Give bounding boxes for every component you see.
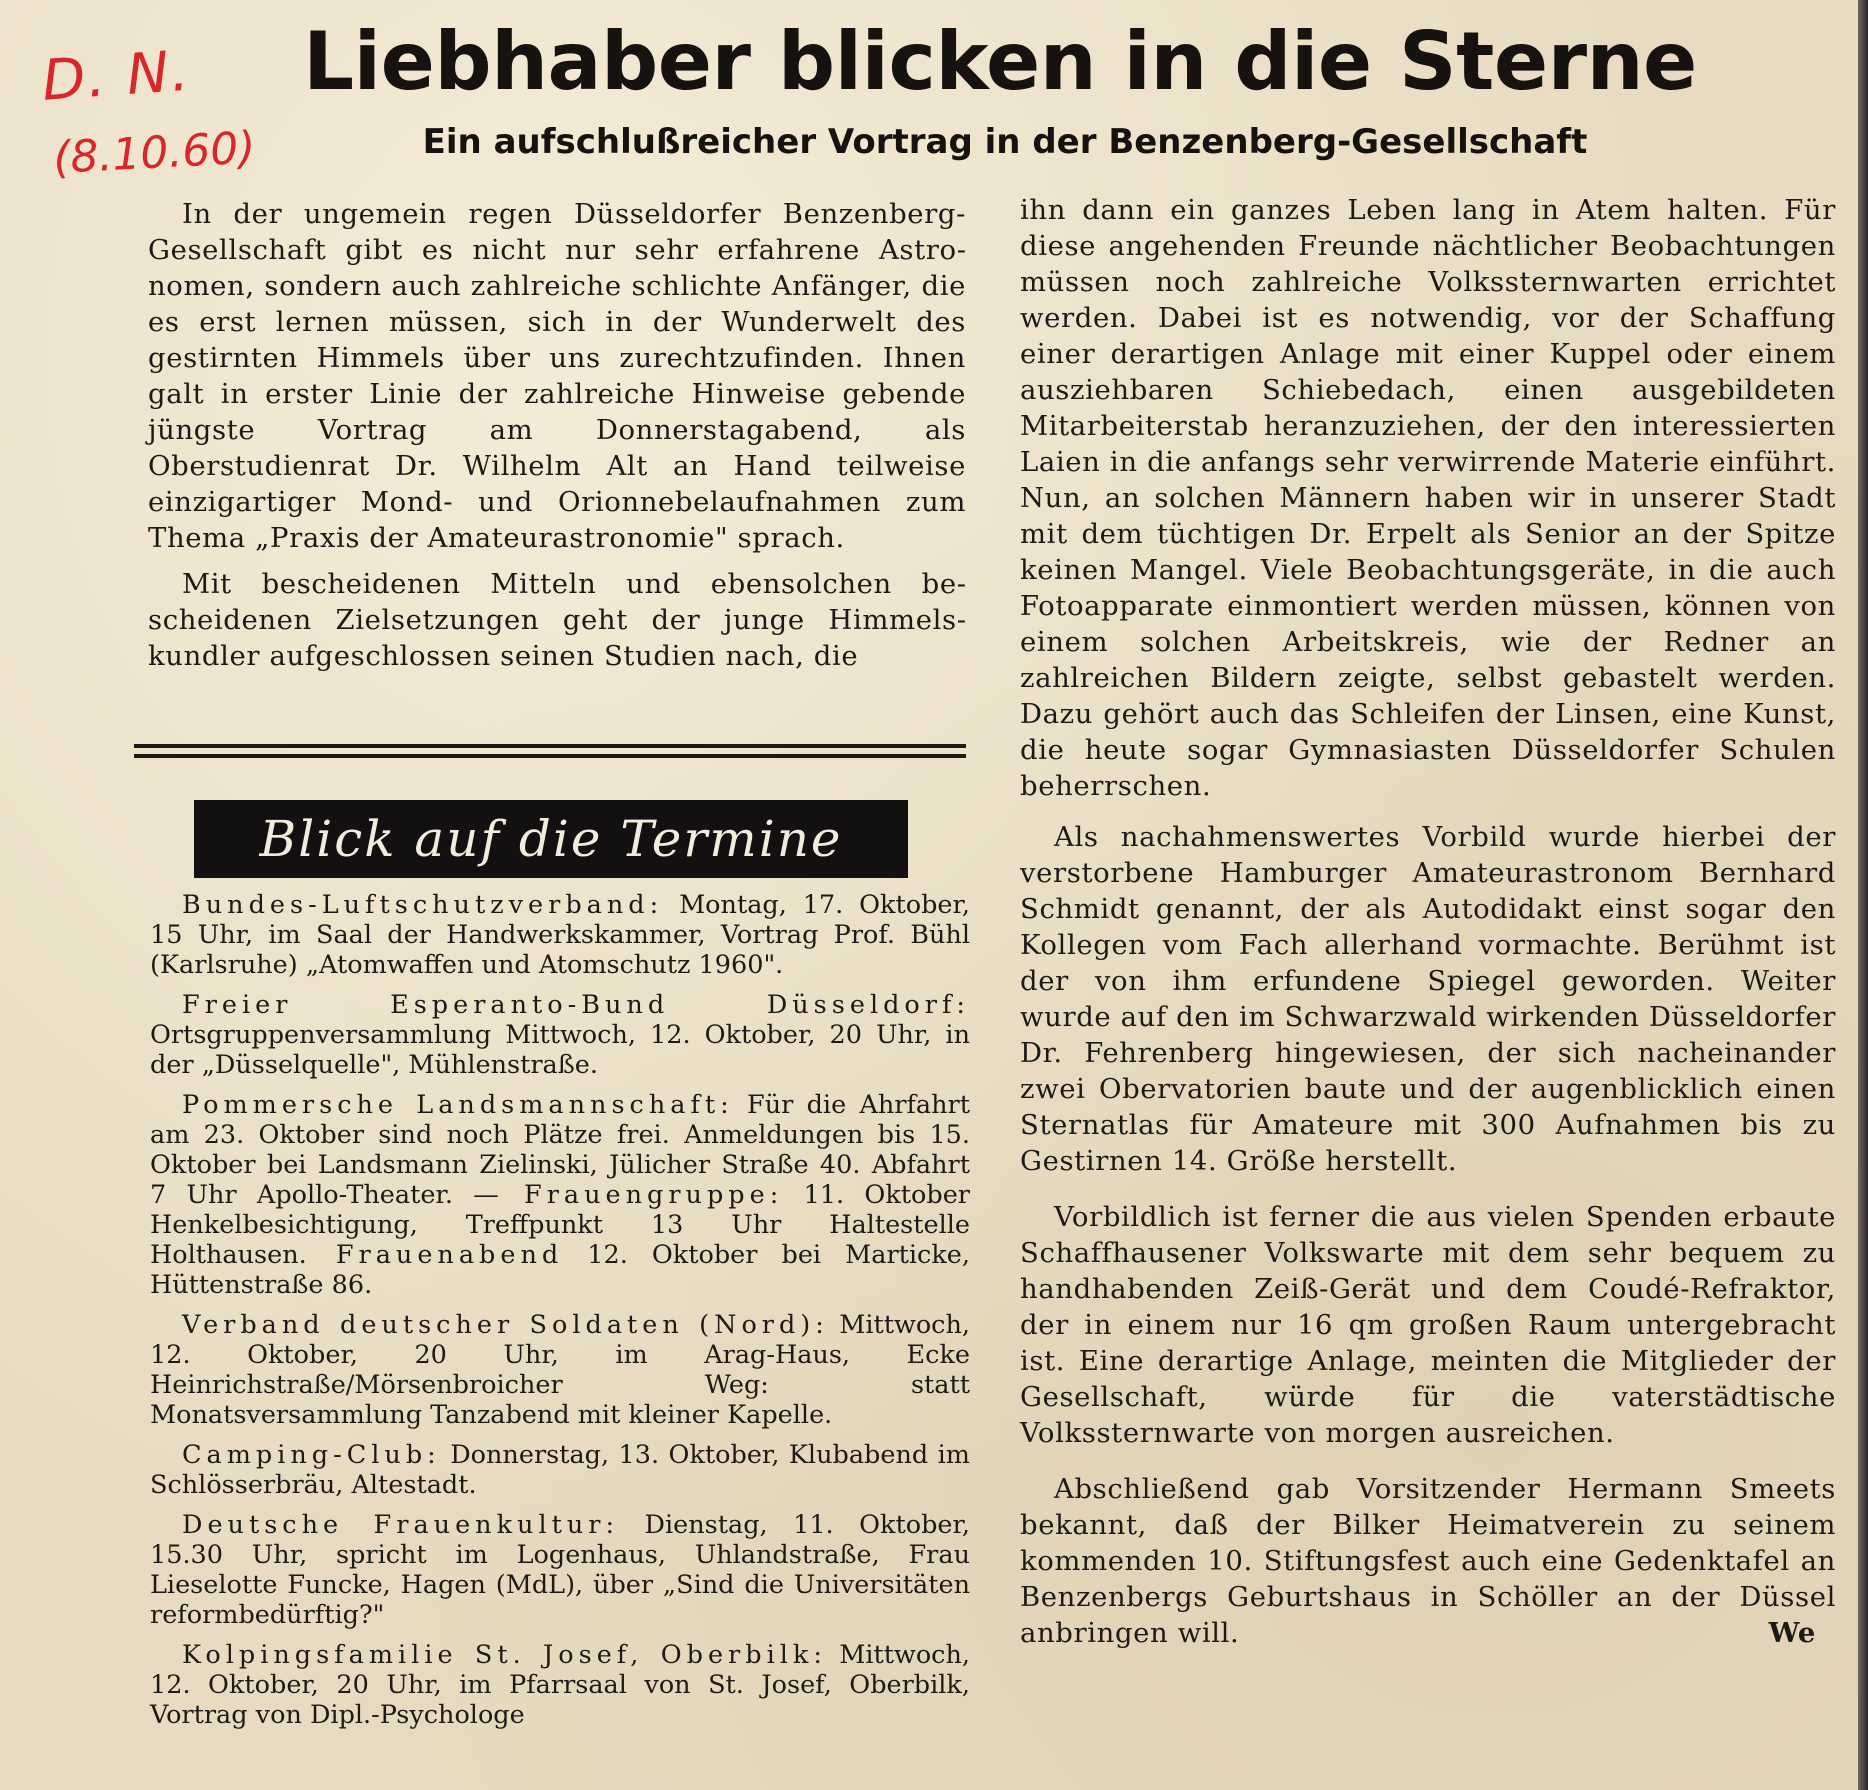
termine-entry	[150, 1510, 970, 1630]
article-paragraph: Mit bescheidenen Mitteln und ebensolchen bescheidenen Zielsetzungen geht der junge Himmelskundler aufgeschlossen seinen Studien nach, die	[148, 568, 966, 672]
article-paragraph: Als nachahmenswertes Vorbild wurde hierbei der verstorbene Hamburger Amateurastronom Bernhard Schmidt genannt, der als Autodidakt einst sogar den Kollegen vom Fach allerhand vormachte. Berühmt ist der von ihm erfundene Spiegel geworden. Weiter wurde auf den im Schwarzwald wirkenden Düsseldorfer Dr. Fehrenberg hingewiesen, der sich nacheinander zwei Obervatorien baute und der augenblicklich einen Sternatlas für Amateure mit 300 Aufnahmen bis zu Gestirnen 14. Größe herstellt.	[1020, 821, 1836, 1177]
article-left-column	[148, 196, 966, 684]
termine-org: Bundes-Luftschutzverband:	[182, 890, 664, 920]
article-paragraph: ihn dann ein ganzes Leben lang in Atem halten. Für diese angehenden Freunde nächtlicher Beobachtungen müssen noch zahlreiche Volkssternwarten errichtet werden. Dabei ist es notwendig, vor der Schaffung einer derartigen Anlage mit einer Kuppel oder einem ausziehbaren Schiebedach, einen ausgebildeten Mitarbeiterstab heranzuziehen, der den interessierten Laien in die anfangs sehr verwirrende Materie einführt. Nun, an solchen Männern haben wir in unserer Stadt mit dem tüchtigen Dr. Erpelt als Senior an der Spitze keinen Mangel. Viele Beobachtungsgeräte, in die auch Fotoapparate einmontiert werden müssen, können von einem solchen Arbeitskreis, wie der Redner an zahlreichen Bildern zeigte, selbst gebastelt werden. Dazu gehört auch das Schleifen der Linsen, eine Kunst, die heute sogar Gymnasiasten Düsseldorfer Schulen beherrschen.	[1020, 194, 1836, 802]
termine-text: Mittwoch, 12. Oktober, 20 Uhr, im Arag-Haus, Ecke Heinrichstraße/Mörsenbroicher Weg: statt Monatsversammlung Tanzabend mit kleiner Kapelle.	[150, 1310, 970, 1430]
termine-text: 11. Oktober Henkelbesichtigung, Treffpunkt 13 Uhr Haltestelle Holthausen.	[150, 1180, 970, 1270]
author-signature: We	[1768, 1617, 1816, 1649]
termine-entry	[150, 1090, 970, 1300]
termine-org: Camping-Club:	[182, 1440, 441, 1470]
handwritten-source: D. N.	[40, 38, 193, 114]
termine-org: Pommersche Landsmannschaft:	[182, 1090, 734, 1120]
scan-edge	[1858, 0, 1868, 1790]
article-subheadline: Ein aufschlußreicher Vortrag in der Benzenberg-Gesellschaft	[422, 122, 1588, 162]
handwritten-date: (8.10.60)	[52, 122, 257, 185]
termine-text: 12. Oktober bei Marticke, Hüttenstraße 86.	[150, 1240, 970, 1300]
article-headline: Liebhaber blicken in die Sterne	[303, 15, 1697, 108]
termine-text: Mittwoch, 12. Oktober, 20 Uhr, im Pfarrsaal von St. Josef, Oberbilk, Vortrag von Dipl.-Psychologe	[150, 1640, 970, 1730]
termine-org: Freier Esperanto-Bund Düsseldorf:	[182, 990, 970, 1020]
termine-text: Dienstag, 11. Oktober, 15.30 Uhr, spricht im Logenhaus, Uhlandstraße, Frau Lieselotte Funcke, Hagen (MdL), über „Sind die Universitäten reformbedürftig?"	[150, 1510, 970, 1630]
termine-entry	[150, 1310, 970, 1430]
termine-org: Frauengruppe:	[498, 1180, 784, 1210]
termine-entry	[150, 1640, 970, 1730]
article-paragraph	[1020, 1471, 1836, 1651]
termine-entry	[150, 990, 970, 1080]
termine-text: Für die Ahrfahrt am 23. Oktober sind noch Plätze frei. Anmeldungen bis 15. Oktober bei Landsmann Zielinski, Jülicher Straße 40. Abfahrt 7 Uhr Apollo-Theater. —	[150, 1090, 970, 1210]
termine-list	[150, 890, 970, 1740]
termine-entry	[150, 1440, 970, 1500]
article-paragraph-text: Abschließend gab Vorsitzender Hermann Smeets bekannt, daß der Bilker Heimatverein zu seinem kommenden 10. Stiftungsfest auch eine Gedenktafel an Benzenbergs Geburtshaus in Schöller an der Düssel anbringen will.	[1020, 1473, 1836, 1649]
article-paragraph: In der ungemein regen Düsseldorfer Benzenberg-Gesellschaft gibt es nicht nur sehr erfahrene Astronomen, sondern auch zahlreiche schlichte Anfänger, die es erst lernen müssen, sich in der Wunderwelt des gestirnten Himmels über uns zurechtzufinden. Ihnen galt in erster Linie der zahlreiche Hinweise gebende jüngste Vortrag am Donnerstagabend, als Oberstudienrat Dr. Wilhelm Alt an Hand teilweise einzigartiger Mond- und Orionnebelaufnahmen zum Thema „Praxis der Amateurastronomie" sprach.	[148, 198, 966, 554]
article-paragraph: Vorbildlich ist ferner die aus vielen Spenden erbaute Schaffhausener Volkswarte mit dem sehr bequem zu handhabenden Zeiß-Gerät und dem Coudé-Refraktor, der in einem nur 16 qm großen Raum untergebracht ist. Eine derartige Anlage, meinten die Mitglieder der Gesellschaft, würde für die vaterstädtische Volkssternwarte von morgen ausreichen.	[1020, 1201, 1836, 1449]
termine-org: Verband deutscher Soldaten (Nord):	[182, 1310, 829, 1340]
termine-org: Kolpingsfamilie St. Josef, Oberbilk:	[182, 1640, 827, 1670]
termine-text: Ortsgruppenversammlung Mittwoch, 12. Oktober, 20 Uhr, in der „Düsselquelle", Mühlenstraße.	[150, 1020, 970, 1080]
column-divider	[134, 744, 966, 758]
termine-org: Frauenabend	[306, 1240, 564, 1270]
termine-org: Deutsche Frauenkultur:	[182, 1510, 620, 1540]
termine-banner: Blick auf die Termine	[194, 800, 908, 878]
termine-text: Montag, 17. Oktober, 15 Uhr, im Saal der Handwerkskammer, Vortrag Prof. Bühl (Karlsruhe) „Atomwaffen und Atomschutz 1960".	[150, 890, 970, 980]
handwritten-note	[40, 38, 257, 186]
article-right-column	[1020, 192, 1836, 1666]
termine-text: Donnerstag, 13. Oktober, Klubabend im Schlösserbräu, Altestadt.	[150, 1440, 970, 1500]
termine-entry	[150, 890, 970, 980]
